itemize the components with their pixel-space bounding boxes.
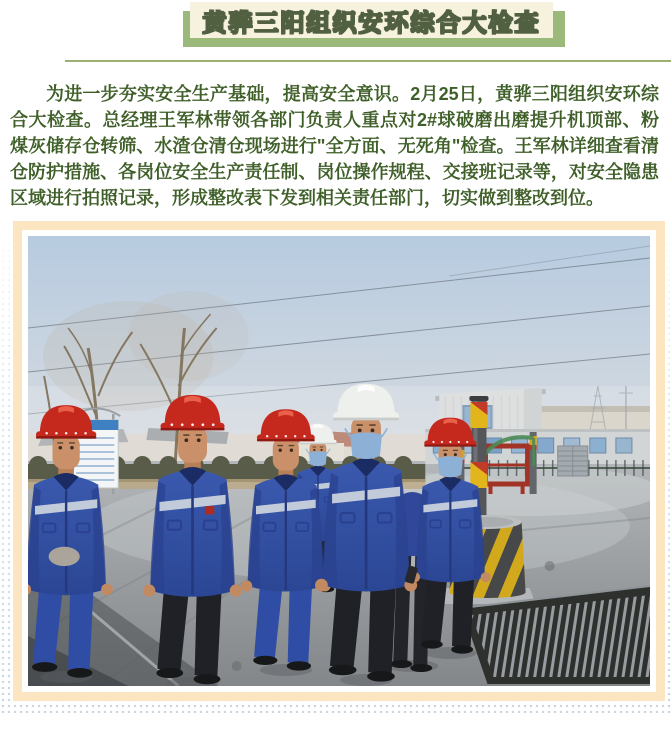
article-title-banner [190,2,553,38]
jacket-logo [205,506,214,514]
gloves [49,547,80,566]
block-stack [558,446,588,476]
face-mask [438,456,463,477]
face-mask [309,451,327,466]
face-mask [350,433,382,459]
page-title: 黄骅三阳组织安环综合大检查 [202,9,541,37]
article-page [0,2,671,749]
photo-frame [13,221,665,701]
article-paragraph: 为进一步夯实安全生产基础，提高安全意识。2月25日，黄骅三阳组织安环综合大检查。总经理王军林带领各部门负责人重点对2#球破磨出磨提升机顶部、粉煤灰储存仓转筛、水渣仓清仓现场进行"全方面、无死角"检查。王军林详细查看清仓防护措施、各岗位安全生产责任制、岗位操作规程、交接班记录等，对安全隐患区域进行拍照记录，形成整改表下发到相关责任部门，切实做到整改到位。 [10,84,659,208]
inspection-photo[interactable] [28,236,650,686]
photo-section [0,211,671,713]
photo-inner-border [22,230,656,692]
divider-line [65,60,671,62]
